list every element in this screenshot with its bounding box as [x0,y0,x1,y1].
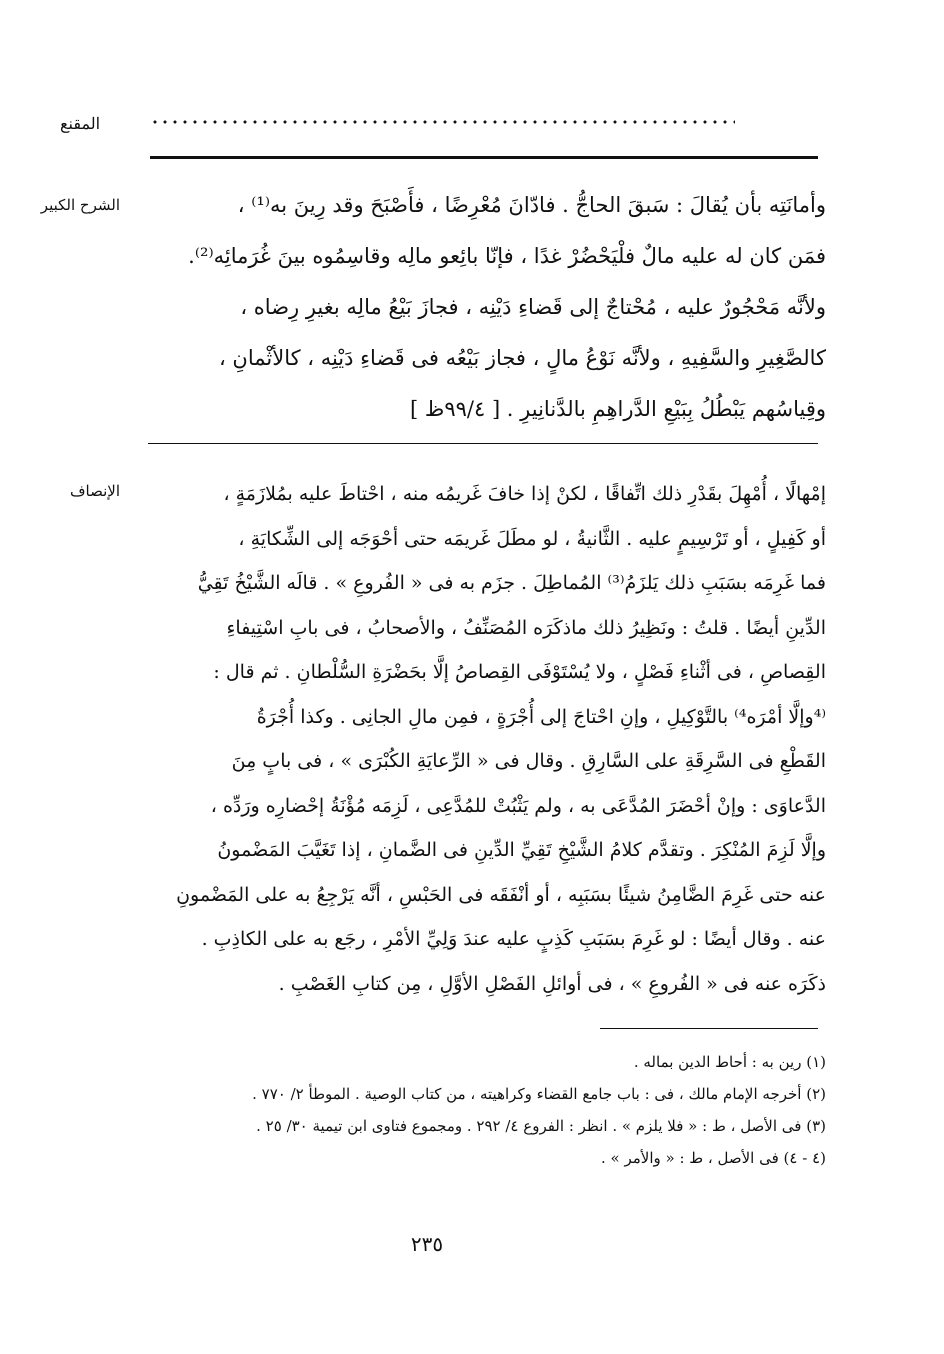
page-number: ٢٣٥ [410,1232,444,1256]
section-label-insaf: الإنصاف [69,482,120,500]
sharh-line: وقِياسُهم يَبْطُلُ بِبَيْعِ الدَّراهِمِ بالدَّنانِيرِ . [ ٩٩/٤ظ ] [410,397,826,421]
insaf-line: إمْهالًا ، أُمْهِلَ بقَدْرِ ذلك اتِّفاقًا ، لكنْ إذا خافَ غَريمُه منه ، احْتاطَ عليه بمُلازَمَةٍ ، [223,483,826,505]
page-header [60,112,830,152]
insaf-line: ذكَرَه عنه فى « الفُروعِ » ، فى أوائلِ الفَصْلِ الأوَّلِ ، مِن كتابِ الغَصْبِ . [278,972,826,995]
footnote-item: (١) رين به : أحاط الدين بماله . [633,1053,826,1071]
header-rule [150,156,818,159]
sharh-line: وأمانَتِه بأن يُقالَ : سَبقَ الحاجُّ . فادّانَ مُعْرِضًا ، فأَصْبَحَ وقد رِينَ به⁽¹⁾ ، [237,193,826,217]
insaf-text-block [140,472,826,1006]
footnote-item: (٤ - ٤) فى الأصل ، ط : « والأمر » . [600,1149,826,1167]
footnote-item: (٢) أخرجه الإمام مالك ، فى : باب جامع القضاء وكراهيته ، من كتاب الوصية . الموطأ ٢/ ٧٧٠ . [252,1085,826,1103]
insaf-line: أو كَفِيلٍ ، أو تَرْسِيمٍ عليه . الثَّانيةُ ، لو مطَلَ غَريمَه حتى أحْوَجَه إلى الشِّكايَةِ ، [238,527,826,550]
insaf-line: الدِّينِ أيضًا . قلتُ : ونَظِيرُ ذلك ماذكَرَه المُصَنِّفُ ، والأصحابُ ، فى بابِ اسْتِيفاءِ [226,616,826,639]
insaf-line: القَطْعِ فى السَّرِقَةِ على السَّارِقِ . وقال فى « الرِّعايَةِ الكُبْرَى » ، فى بابٍ مِنَ [231,750,826,772]
sharh-line: ولأنَّه مَحْجُورٌ عليه ، مُحْتاجٌ إلى قَضاءِ دَيْنِه ، فجازَ بَيْعُ مالِه بغيرِ رِضاه ، [240,295,826,319]
sharh-text-block [140,180,826,435]
section-divider [148,443,818,444]
insaf-line: القِصاصِ ، فى أثْناءِ فَصْلٍ ، ولا يُسْتَوْفَى القِصاصُ إلَّا بحَضْرَةِ السُّلْطانِ . ثم قال : [213,661,826,683]
insaf-line: ⁽⁴وإلَّا أمْرَه⁴⁾ بالتَّوْكِيلِ ، وإنِ احْتاجَ إلى أُجْرَةٍ ، فمِن مالِ الجانِى . وكذا أُجْرَةُ [256,705,826,728]
header-dotted-line [150,120,735,124]
sharh-line: كالصَّغِيرِ والسَّفِيهِ ، ولأنَّه نَوْعُ مالٍ ، فجاز بَيْعُه فى قَضاءِ دَيْنِه ، كالأثْمانِ ، [218,346,826,370]
running-title: المقنع [60,114,101,133]
section-label-sharh: الشرح الكبير [40,196,120,214]
footnote-item: (٣) فى الأصل ، ط : « فلا يلزم » . انظر : الفروع ٤/ ٢٩٢ . ومجموع فتاوى ابن تيمية ٣٠/ ٢٥ . [256,1117,826,1135]
footnotes [140,1046,826,1174]
sharh-line: فمَن كان له عليه مالٌ فلْيَحْضُرْ غدًا ، فإنّا بائِعو مالِه وقاسِمُوه بينَ غُرَمائِه⁽²⁾. [188,244,826,268]
insaf-line: الدَّعاوَى : وإنْ أحْضَرَ المُدَّعَى به ، ولم يَثْبُتْ للمُدَّعِى ، لَزِمَه مُؤْنَةُ إحْضارِه ورَدِّه ، [210,794,826,817]
insaf-line: فما غَرِمَه بسَبَبِ ذلك يَلزَمُ⁽³⁾ المُماطِلَ . جزَم به فى « الفُروعِ » . قالَه الشَّيْخُ تَقِيُّ [197,572,826,594]
insaf-line: عنه . وقال أيضًا : لو غَرِمَ بسَبَبِ كَذِبٍ عليه عندَ وَلِيِّ الأمْرِ ، رجَع به على الكاذِبِ . [201,928,826,950]
insaf-line: عنه حتى غَرِمَ الضَّامِنُ شيئًا بسَبَبِه ، أو أنْفَقَه فى الحَبْسِ ، أنَّه يَرْجِعُ به على المَضْمونِ [176,883,826,906]
insaf-line: وإلَّا لَزِمَ المُنْكِرَ . وتقدَّم كلامُ الشَّيْخِ تَقِيِّ الدِّينِ فى الضَّمانِ ، إذا تَغَيَّبَ المَضْمونُ [217,839,826,861]
footnote-rule [600,1028,818,1029]
